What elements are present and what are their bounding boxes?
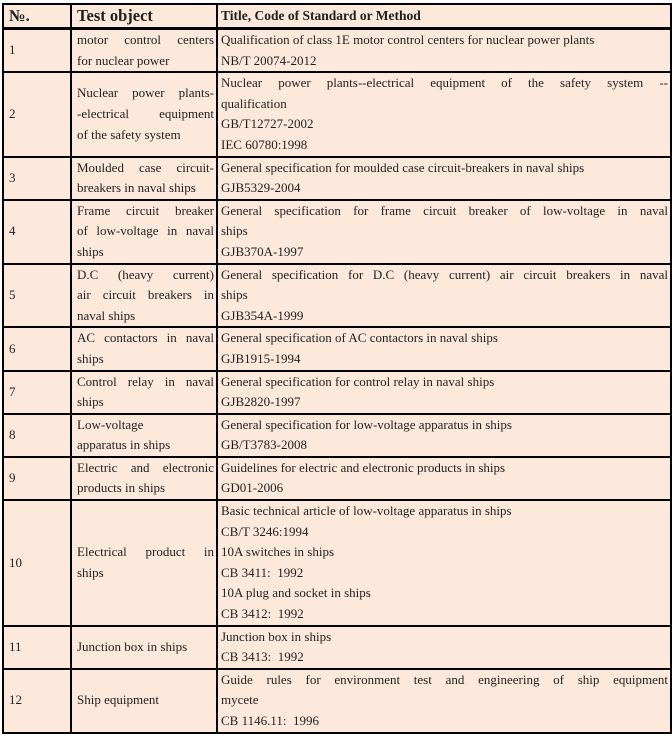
- standard-title-cell: [217, 669, 671, 733]
- table-body: [3, 29, 671, 733]
- row-number-cell: 12: [3, 669, 71, 733]
- text-line: CB 1146.11: 1996: [221, 713, 319, 728]
- table-row: [3, 500, 671, 626]
- text-line: apparatus in ships: [77, 437, 171, 453]
- text-line: Guidelines for electric and electronic products in ships: [221, 459, 506, 475]
- text-line: motor control centers: [77, 32, 214, 47]
- text-line: Control relay in naval: [77, 373, 214, 389]
- text-line: air circuit breakers in: [77, 287, 214, 303]
- table-header: [3, 4, 671, 29]
- text-line: IEC 60780:1998: [221, 136, 308, 152]
- text-line: CB 3413: 1992: [221, 649, 304, 665]
- text-line: ships: [77, 243, 104, 259]
- standard-title-cell: [217, 500, 671, 626]
- text-line: GJB354A-1999: [221, 307, 304, 323]
- row-number-cell: 8: [3, 414, 71, 457]
- header-test-object: Test object: [71, 4, 217, 29]
- text-line: General specification for low-voltage apparatus in ships: [221, 416, 512, 432]
- standard-title-cell: [217, 414, 671, 457]
- text-line: General specification of AC contactors in naval ships: [221, 330, 498, 346]
- text-line: qualification: [221, 95, 287, 111]
- text-line: GJB5329-2004: [221, 180, 301, 196]
- text-line: ships: [221, 287, 248, 303]
- text-line: Electrical product in: [77, 544, 214, 560]
- text-line: D.C (heavy current): [77, 266, 214, 282]
- row-number-cell: 9: [3, 457, 71, 500]
- text-line: Nuclear power plants--electrical equipment of the safety system --: [221, 75, 668, 91]
- test-object-cell: [71, 264, 217, 328]
- test-object-cell: [71, 200, 217, 264]
- text-line: Low-voltage: [77, 416, 144, 432]
- text-line: of low-voltage in naval: [77, 223, 214, 239]
- text-line: Nuclear power plants-: [77, 85, 214, 101]
- test-object-cell: [71, 669, 217, 733]
- standard-title-cell: [217, 264, 671, 328]
- table-row: [3, 327, 671, 370]
- text-line: naval ships: [77, 307, 136, 323]
- text-line: GB/T3783-2008: [221, 437, 307, 453]
- text-line: Junction box in ships: [221, 628, 332, 644]
- standard-title-cell: [217, 457, 671, 500]
- table-row: [3, 29, 671, 73]
- row-number-cell: 10: [3, 500, 71, 626]
- text-line: 10A plug and socket in ships: [221, 585, 371, 601]
- text-line: Frame circuit breaker: [77, 202, 214, 218]
- row-number-cell: 6: [3, 327, 71, 370]
- text-line: ships: [221, 223, 248, 239]
- text-line: GJB370A-1997: [221, 243, 304, 259]
- standard-title-cell: [217, 72, 671, 156]
- text-line: of the safety system: [77, 126, 181, 142]
- row-number-cell: 11: [3, 626, 71, 669]
- standard-title-cell: [217, 371, 671, 414]
- test-object-cell: [71, 626, 217, 669]
- row-number-cell: 7: [3, 371, 71, 414]
- header-title-code: Title, Code of Standard or Method: [217, 4, 671, 29]
- text-line: Electric and electronic: [77, 459, 214, 475]
- table-row: [3, 200, 671, 264]
- table-row: [3, 626, 671, 669]
- table-row: [3, 72, 671, 156]
- text-line: CB 3411: 1992: [221, 564, 304, 580]
- text-line: -electrical equipment: [77, 106, 214, 122]
- text-line: Qualification of class 1E motor control centers for nuclear power plants: [221, 32, 595, 47]
- text-line: for nuclear power: [77, 52, 170, 68]
- test-object-cell: [71, 157, 217, 200]
- text-line: GJB1915-1994: [221, 350, 301, 366]
- text-line: NB/T 20074-2012: [221, 52, 317, 68]
- standard-title-cell: [217, 29, 671, 73]
- row-number-cell: 5: [3, 264, 71, 328]
- table-row: [3, 371, 671, 414]
- text-line: ships: [77, 564, 104, 580]
- text-line: Moulded case circuit-: [77, 159, 214, 175]
- text-line: GB/T12727-2002: [221, 116, 314, 132]
- row-number-cell: 4: [3, 200, 71, 264]
- row-number-cell: 1: [3, 29, 71, 73]
- table-row: [3, 457, 671, 500]
- text-line: GJB2820-1997: [221, 394, 301, 410]
- text-line: General specification for D.C (heavy current) air circuit breakers in naval: [221, 266, 668, 282]
- text-line: Ship equipment: [77, 692, 159, 708]
- table-row: [3, 414, 671, 457]
- test-object-cell: [71, 457, 217, 500]
- text-line: 10A switches in ships: [221, 544, 335, 560]
- text-line: AC contactors in naval: [77, 330, 214, 346]
- row-number-cell: 3: [3, 157, 71, 200]
- text-line: General specification for frame circuit breaker of low-voltage in naval: [221, 202, 668, 218]
- text-line: ships: [77, 394, 104, 410]
- text-line: CB 3412: 1992: [221, 606, 304, 622]
- text-line: Guide rules for environment test and engineering of ship equipment: [221, 671, 668, 687]
- header-row: [3, 4, 671, 29]
- table-row: [3, 264, 671, 328]
- text-line: CB/T 3246:1994: [221, 523, 309, 539]
- test-object-cell: [71, 327, 217, 370]
- text-line: ships: [77, 350, 104, 366]
- standard-title-cell: [217, 157, 671, 200]
- standard-title-cell: [217, 626, 671, 669]
- text-line: Junction box in ships: [77, 638, 188, 654]
- standards-table: [2, 3, 672, 734]
- test-object-cell: [71, 29, 217, 73]
- text-line: mycete: [221, 692, 259, 708]
- text-line: GD01-2006: [221, 480, 284, 496]
- test-object-cell: [71, 500, 217, 626]
- standard-title-cell: [217, 200, 671, 264]
- test-object-cell: [71, 414, 217, 457]
- table-row: [3, 157, 671, 200]
- text-line: General specification for control relay in naval ships: [221, 373, 495, 389]
- table-row: [3, 669, 671, 733]
- row-number-cell: 2: [3, 72, 71, 156]
- header-no: №.: [3, 4, 71, 29]
- text-line: products in ships: [77, 480, 166, 496]
- test-object-cell: [71, 371, 217, 414]
- test-object-cell: [71, 72, 217, 156]
- text-line: breakers in naval ships: [77, 180, 196, 196]
- standard-title-cell: [217, 327, 671, 370]
- text-line: General specification for moulded case circuit-breakers in naval ships: [221, 159, 585, 175]
- text-line: Basic technical article of low-voltage apparatus in ships: [221, 503, 512, 519]
